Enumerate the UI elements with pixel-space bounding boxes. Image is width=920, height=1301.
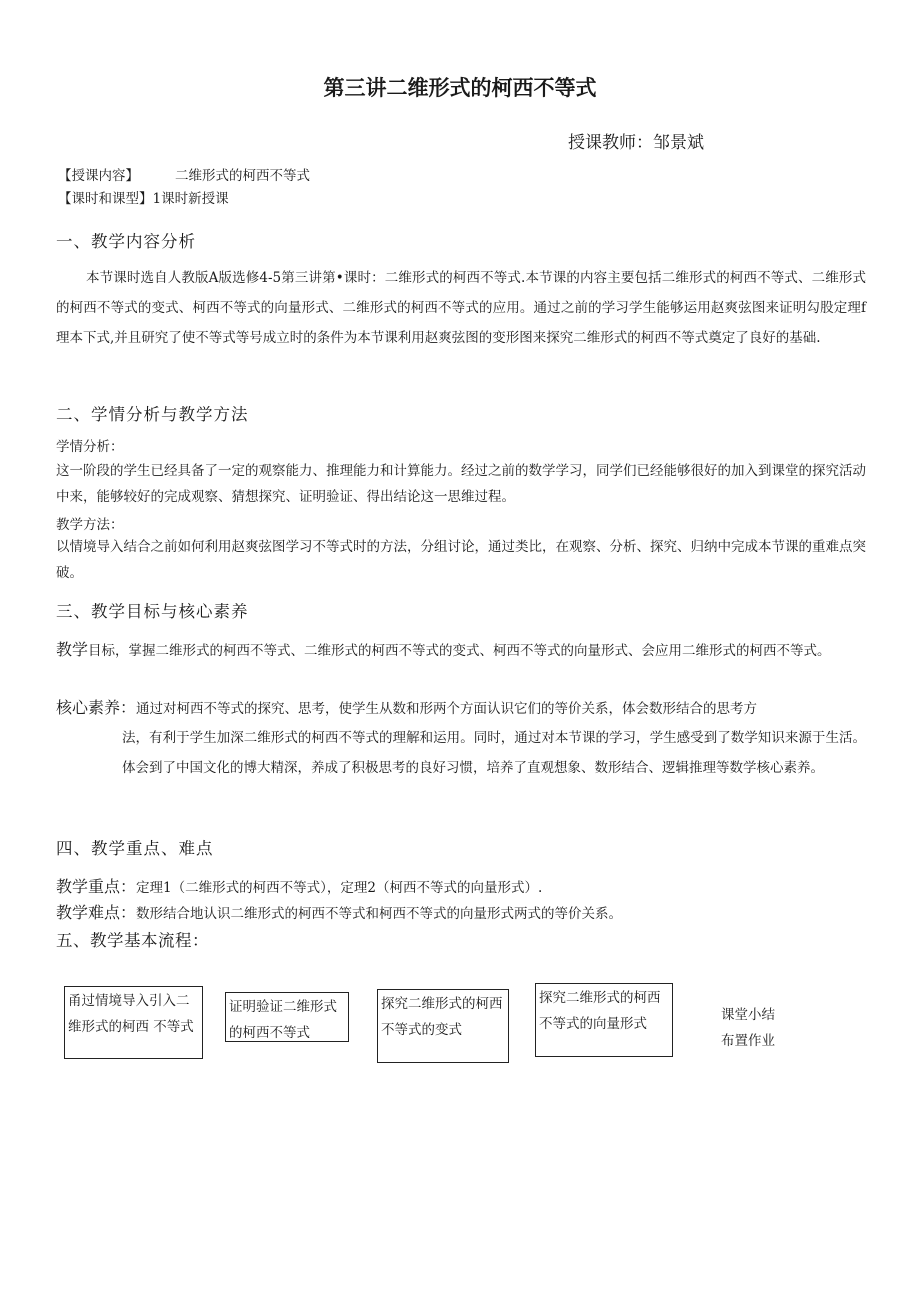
teaching-method-label: 教学方法： bbox=[56, 517, 124, 533]
meta-content bbox=[58, 164, 310, 184]
diff-text: 数形结合地认识二维形式的柯西不等式和柯西不等式的向量形式两式的等价关系。 bbox=[136, 906, 623, 922]
meta-value: 二维形式的柯西不等式 bbox=[175, 168, 310, 184]
section-1-paragraph: 本节课时选自人教版A版选修4-5第三讲第•课时：二维形式的柯西不等式.本节课的内容主要包括二维形式的柯西不等式、二维形式的柯西不等式的变式、柯西不等式的向量形式、二维形式的柯西不等式的应用。通过之前的学习学生能够运用赵爽弦图来证明勾股定理f理本下式,并且研究了使不等式等号成立时的条件为本节课利用赵爽弦图的变形图来探究二维形式的柯西不等式奠定了良好的基础. bbox=[56, 270, 866, 346]
section-4-heading: 四、教学重点、难点 bbox=[56, 839, 214, 858]
meta-value: 1课时新授课 bbox=[152, 191, 229, 207]
flow-box-2: 证明验证二维形式的柯西不等式 bbox=[225, 992, 349, 1042]
learner-analysis-text: 这一阶段的学生已经具备了一定的观察能力、推理能力和计算能力。经过之前的数学学习，同学们已经能够很好的加入到课堂的探究活动中来，能够较好的完成观察、猜想探究、证明验证、得出结论这一思维过程。 bbox=[56, 463, 866, 505]
core-label: 核心素养： bbox=[56, 698, 137, 717]
teaching-method-text: 以情境导入结合之前如何利用赵爽弦图学习不等式时的方法，分组讨论，通过类比，在观察、分析、探究、归纳中完成本节课的重难点突破。 bbox=[56, 539, 866, 581]
meta-lesson-type bbox=[58, 187, 229, 207]
flow-box-1: 甬过情境导入引入二维形式的柯西 不等式 bbox=[64, 986, 203, 1059]
core-literacy-rest: 法，有利于学生加深二维形式的柯西不等式的理解和运用。同时，通过对本节课的学习，学生感受到了数学知识来源于生活。体会到了中国文化的博大精深，养成了积极思考的良好习惯，培养了直观想象、数形结合、逻辑推理等数学核心素养。 bbox=[122, 730, 866, 776]
goal-label: 教学 bbox=[56, 640, 89, 659]
section-5-heading: 五、教学基本流程： bbox=[56, 931, 209, 950]
key-text: 定理1（二维形式的柯西不等式），定理2（柯西不等式的向量形式）. bbox=[136, 880, 543, 896]
difficult-point bbox=[56, 900, 622, 923]
flow-box-4: 探究二维形式的柯西不等式的向量形式 bbox=[535, 983, 673, 1057]
core-literacy-first-line bbox=[56, 693, 866, 724]
section-3-heading: 三、教学目标与核心素养 bbox=[56, 602, 249, 621]
core-first: 通过对柯西不等式的探究、思考，使学生从数和形两个方面认识它们的等价关系，体会数形结合的思考方 bbox=[136, 701, 758, 717]
meta-label: 【课时和课型】 bbox=[58, 191, 153, 207]
flow-box-3: 探究二维形式的柯西不等式的变式 bbox=[377, 989, 509, 1063]
meta-label: 【授课内容】 bbox=[58, 168, 139, 184]
page-title: 第三讲二维形式的柯西不等式 bbox=[323, 76, 597, 100]
diff-label: 教学难点： bbox=[56, 903, 137, 922]
teaching-goal bbox=[56, 637, 866, 664]
goal-text: 目标，掌握二维形式的柯西不等式、二维形式的柯西不等式的变式、柯西不等式的向量形式、会应用二维形式的柯西不等式。 bbox=[88, 643, 831, 659]
flow-end-homework: 布置作业 bbox=[721, 1033, 775, 1049]
section-1-heading: 一、教学内容分析 bbox=[56, 232, 196, 251]
flow-end-summary: 课堂小结 bbox=[721, 1007, 775, 1023]
learner-analysis-label: 学情分析： bbox=[56, 439, 124, 455]
key-point bbox=[56, 874, 542, 897]
teacher-name: 授课教师：邹景斌 bbox=[568, 133, 704, 153]
flow-end bbox=[721, 1002, 775, 1054]
key-label: 教学重点： bbox=[56, 877, 137, 896]
section-2-heading: 二、学情分析与教学方法 bbox=[56, 405, 249, 424]
